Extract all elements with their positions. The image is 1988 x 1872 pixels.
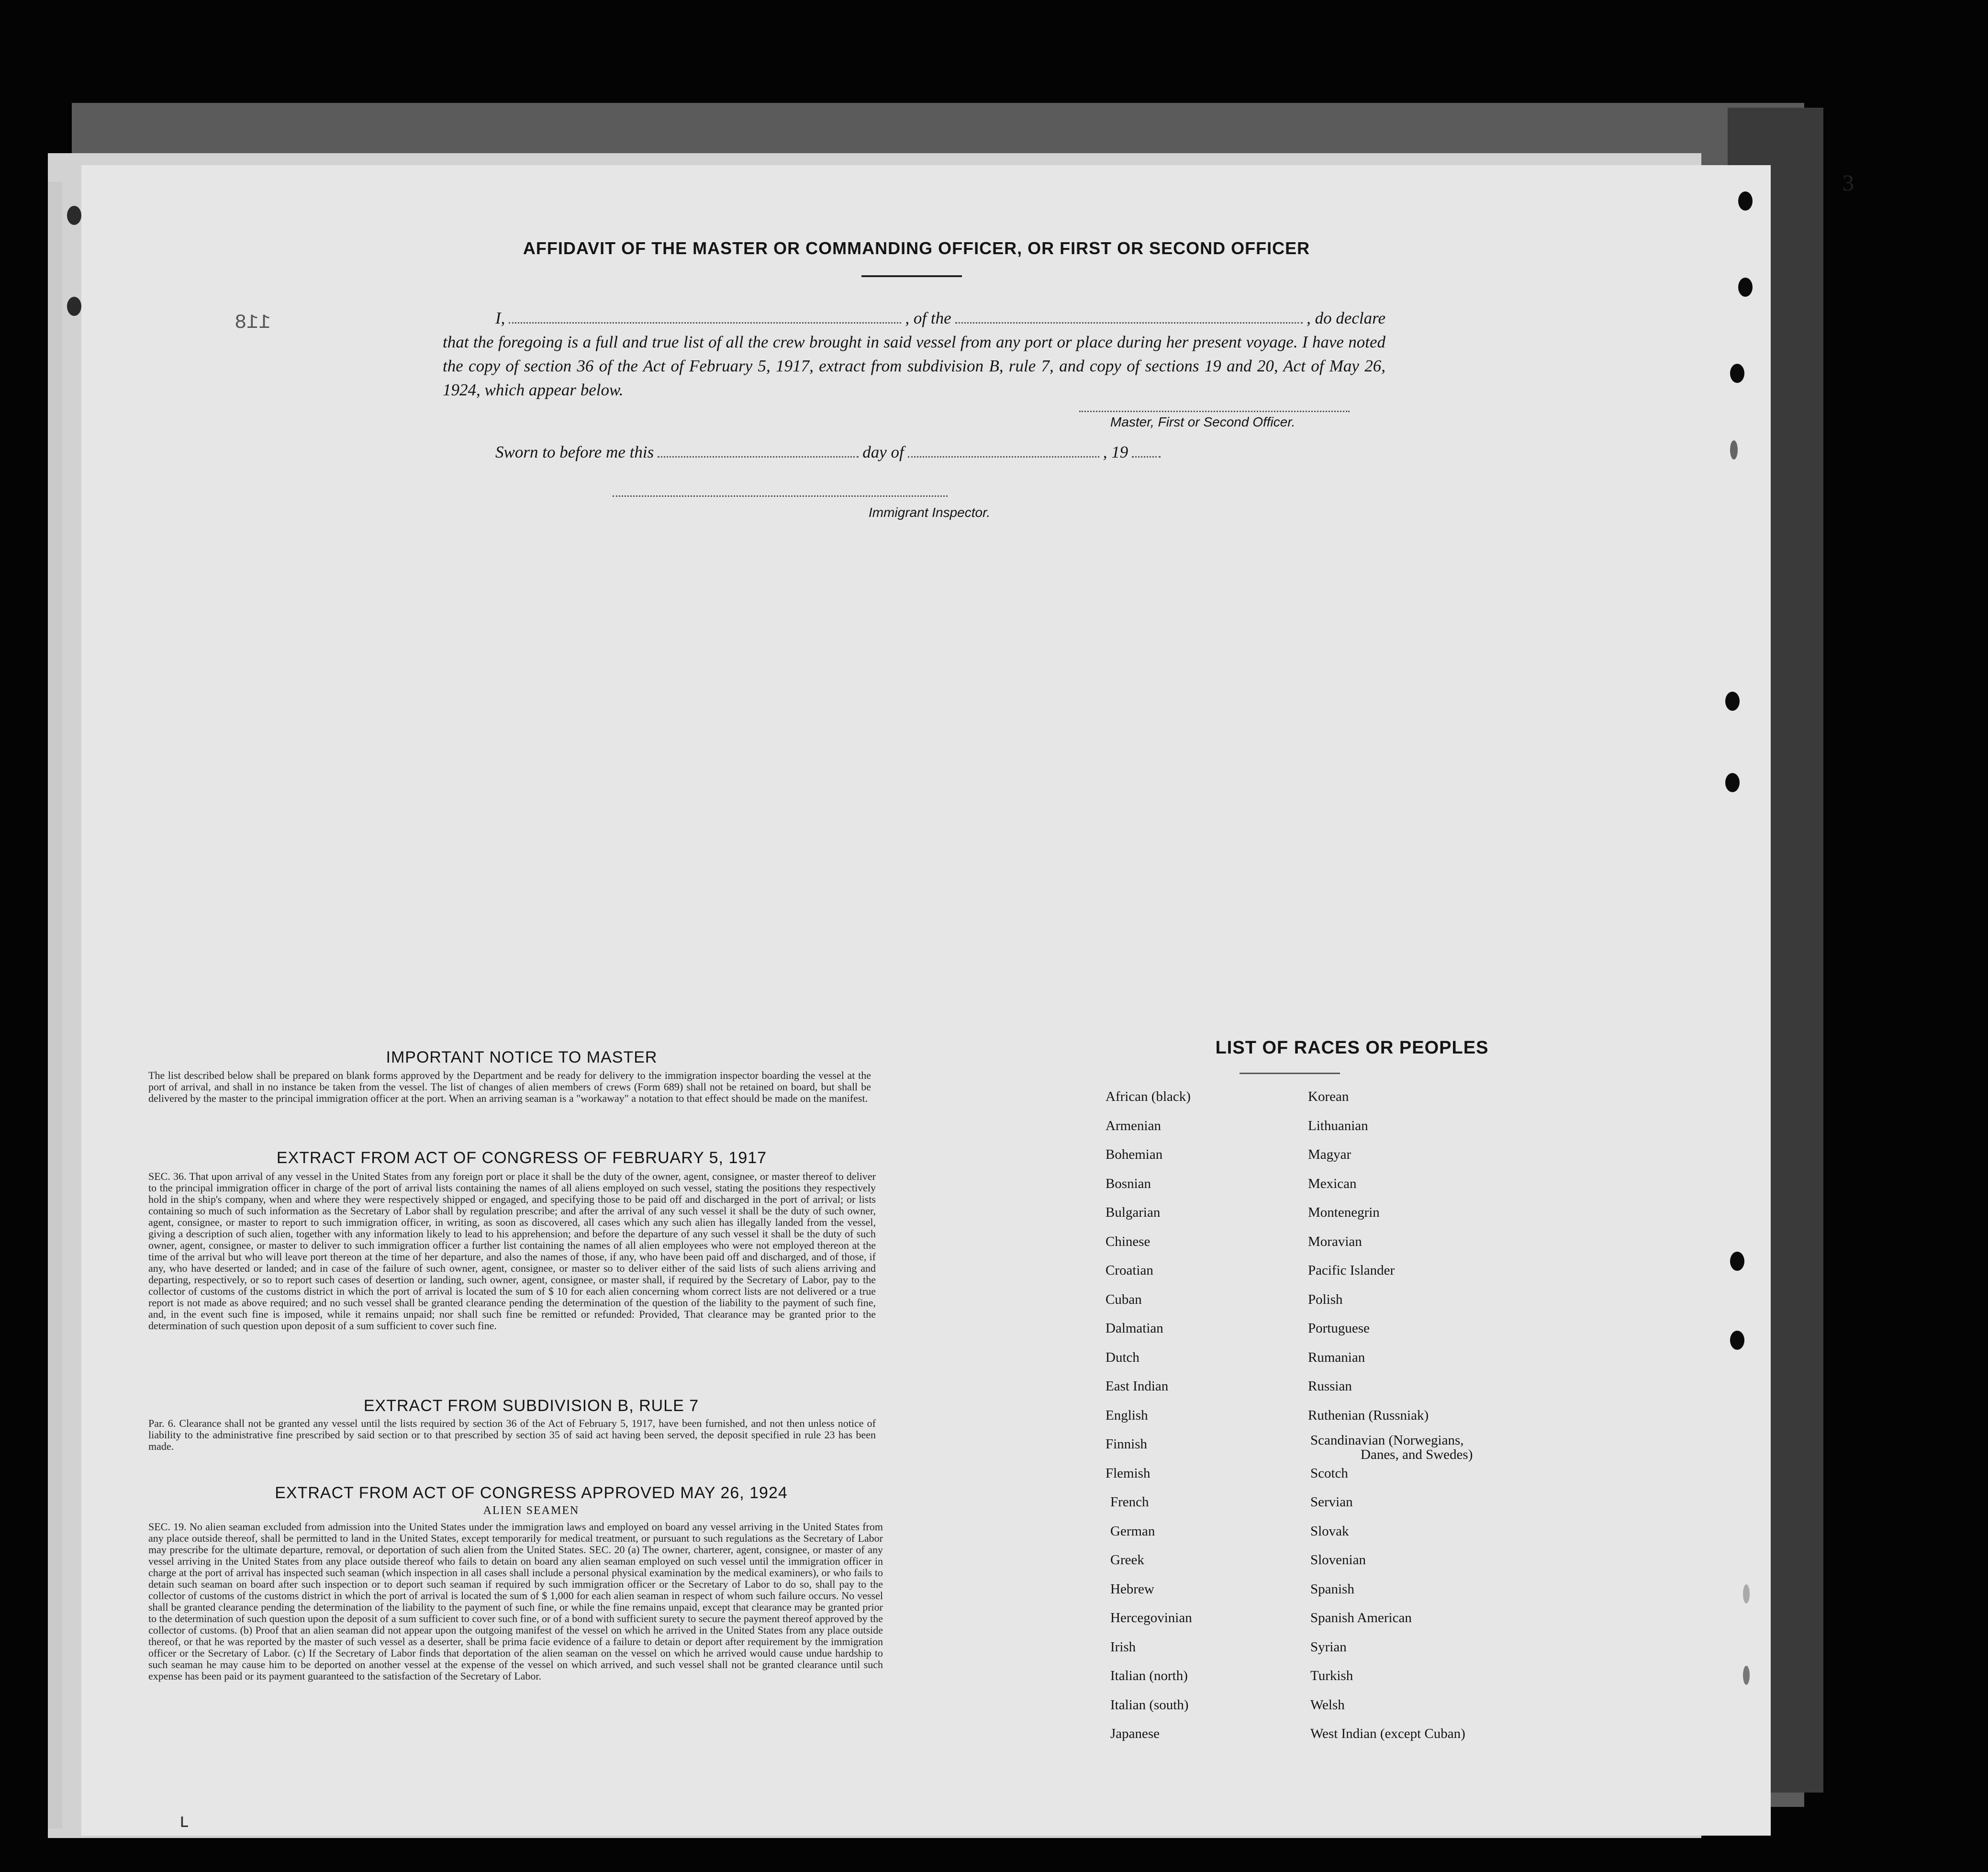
punch-hole [1738,278,1753,297]
punch-hole [1738,191,1753,211]
race-item: Flemish [1106,1465,1150,1481]
races-list-title: LIST OF RACES OR PEOPLES [1215,1038,1489,1058]
race-item: Russian [1308,1379,1352,1394]
sworn-label: Sworn to before me this [495,443,654,461]
extract-1917-title: EXTRACT FROM ACT OF CONGRESS OF FEBRUARY 5, 1917 [276,1149,767,1167]
vessel-name-blank [955,311,1303,324]
punch-hole [1730,440,1738,460]
affidavit-title: AFFIDAVIT OF THE MASTER OR COMMANDING OFFICER, OR FIRST OR SECOND OFFICER [523,238,1310,258]
punch-hole [67,206,81,225]
race-item: Bosnian [1106,1176,1151,1191]
inspector-signature-caption: Immigrant Inspector. [869,505,991,520]
race-item: Korean [1308,1089,1349,1104]
margin-mark: ւ [179,1810,188,1831]
punch-hole [1743,1584,1750,1603]
race-item: Rumanian [1308,1349,1365,1365]
race-item: Lithuanian [1308,1118,1368,1133]
race-item: Ruthenian (Russniak) [1308,1407,1429,1423]
race-item: Italian (south) [1110,1697,1189,1713]
officer-signature-caption: Master, First or Second Officer. [1110,415,1296,429]
race-item: Scandinavian (Norwegians, [1310,1433,1464,1448]
race-item: French [1110,1494,1149,1510]
notice-text: The list described below shall be prepared on blank forms approved by the Department and be ready for delivery to the immigration inspector boarding the vessel at the port of arrival, and shall in no instance be taken from the vessel. The list of changes of alien members of crews (Form 689) shall not be retained on board, but shall be delivered by the master to the principal immigration officer at the port. When an arriving seaman is a "workaway" a notation to that effect should be made on the manifest. [148,1069,871,1104]
year-label: , 19 [1103,443,1128,461]
race-item: Polish [1308,1291,1343,1307]
race-item: Irish [1110,1639,1136,1655]
notice-title: IMPORTANT NOTICE TO MASTER [386,1048,658,1066]
punch-hole [67,297,81,316]
sworn-month-blank [908,445,1099,458]
race-item: Slovak [1310,1523,1349,1539]
race-item: Finnish [1106,1436,1148,1452]
title-underline [861,275,962,277]
race-item: Armenian [1106,1118,1161,1133]
race-item: East Indian [1106,1379,1169,1394]
race-item: Scotch [1310,1465,1348,1481]
page-number-mark: 3 [1843,170,1854,196]
race-item: Portuguese [1308,1321,1370,1336]
race-item: African (black) [1106,1089,1191,1104]
race-item: Hercegovinian [1110,1610,1192,1625]
race-item: Spanish [1310,1581,1354,1597]
officer-signature-line [1079,411,1350,412]
race-item-continuation: Danes, and Swedes) [1361,1447,1473,1462]
stamped-number: 118 [235,311,271,334]
race-item: Greek [1110,1552,1144,1568]
races-title-underline [1240,1073,1340,1074]
race-item: Italian (north) [1110,1668,1188,1683]
race-item: Dalmatian [1106,1321,1163,1336]
race-item: Mexican [1308,1176,1357,1191]
race-item: Montenegrin [1308,1205,1380,1220]
race-item: Bulgarian [1106,1205,1161,1220]
declaration-text: that the foregoing is a full and true list of all the crew brought in said vessel from any port or place during her present voyage. I have noted the copy of section 36 of the Act of February 5, 1917, extract from subdivision B, rule 7, and copy of sections 19 and 20, Act of May 26, 1924, which appear below. [443,333,1385,399]
sworn-line [495,443,1194,462]
race-item: Moravian [1308,1233,1362,1249]
day-of-label: day of [862,443,904,461]
race-item: Cuban [1106,1291,1142,1307]
rule7-title: EXTRACT FROM SUBDIVISION B, RULE 7 [363,1397,699,1415]
race-item: Servian [1310,1494,1353,1510]
punch-hole [1725,692,1740,711]
race-item: Turkish [1310,1668,1353,1683]
sworn-day-blank [658,445,859,458]
race-item: Slovenian [1310,1552,1366,1568]
inspector-signature-line [613,495,948,497]
sheet-left-edge [48,182,62,1828]
declare-text: , do declare [1307,309,1385,327]
punch-hole [1725,773,1740,792]
extract-1924-title: EXTRACT FROM ACT OF CONGRESS APPROVED MAY 26, 1924 [275,1484,788,1502]
declarant-name-blank [509,311,901,324]
sworn-year-blank [1132,445,1161,458]
rule7-text: Par. 6. Clearance shall not be granted any vessel until the lists required by section 36 of the Act of February 5, 1917, have been furnished, and not then unless notice of liability to the administrative fine prescribed by said section or to that prescribed by section 35 of said act having been served, the deposit specified in rule 23 has been made. [148,1417,876,1452]
race-item: Dutch [1106,1349,1139,1365]
extract-1924-text: SEC. 19. No alien seaman excluded from admission into the United States under the immigration laws and employed on board any vessel arriving in the United States from any place outside thereof, shall be permitted to land in the United States, except temporarily for medical treatment, or pursuant to such regulations as the Secretary of Labor may prescribe for the ultimate departure, removal, or deportation of such alien from the United States. SEC. 20 (a) The owner, charterer, agent, consignee, or master of any vessel arriving in the United States from any place outside thereof who fails to detain on board any alien seaman employed on such vessel until the immigration officer in charge at the port of arrival has inspected such seaman (which inspection in all cases shall include a personal physical examination by the medical examiners), or who fails to detain such seaman on board after such inspection or to deport such seaman if required by such immigration officer or the Secretary of Labor to do so, shall pay to the collector of customs of the customs district in which the port of arrival is located the sum of $ 1,000 for each alien seaman in respect of whom such failure occurs. No vessel shall be granted clearance pending the determination of the liability to the payment of such fine, or while the fine remains unpaid, except that clearance may be granted prior to the determination of such question upon the deposit of a sum sufficient to cover such fine, or of a bond with sufficient surety to secure the payment thereof approved by the collector of customs. (b) Proof that an alien seaman did not appear upon the outgoing manifest of the vessel on which he arrived in the United States from any place outside thereof, or that he was reported by the master of such vessel as a deserter, shall be prima facie evidence of a failure to detain or deport after requirement by the immigration officer or the Secretary of Labor. (c) If the Secretary of Labor finds that deportation of the alien seaman on the vessel on which he arrived would cause undue hardship to such seaman he may cause him to be deported on another vessel at the expense of the vessel on which arrived, and such vessel shall not be granted clearance until such expense has been paid or its payment guaranteed to the satisfaction of the Secretary of Labor. [148,1521,883,1682]
race-item: English [1106,1407,1148,1423]
race-item: Bohemian [1106,1147,1163,1162]
race-item: Croatian [1106,1263,1153,1278]
punch-hole [1730,1331,1744,1350]
race-item: Chinese [1106,1233,1150,1249]
race-item: German [1110,1523,1155,1539]
race-item: Welsh [1310,1697,1345,1713]
punch-hole [1730,364,1744,383]
punch-hole [1730,1252,1744,1271]
punch-hole [1743,1666,1750,1685]
race-item: Magyar [1308,1147,1351,1162]
race-item: Spanish American [1310,1610,1412,1625]
race-item: Syrian [1310,1639,1347,1655]
declaration-line [443,306,1385,330]
race-item: Pacific Islander [1308,1263,1395,1278]
alien-seamen-subtitle: ALIEN SEAMEN [483,1504,580,1517]
race-item: Hebrew [1110,1581,1154,1597]
vessel-label: , of the [905,309,951,327]
declarant-label: I, [495,309,505,327]
affidavit-body [443,306,1385,402]
extract-1917-text: SEC. 36. That upon arrival of any vessel in the United States from any foreign port or place it shall be the duty of the owner, agent, consignee, or master thereof to deliver to the principal immigration officer in charge of the port of arrival lists containing the names of all aliens employed on such vessel, stating the positions they respectively hold in the ship's company, when and where they were respectively shipped or engaged, and specifying those to be paid off and discharged in the port of arrival; or lists containing so much of such information as the Secretary of Labor shall by regulation prescribe; and after the arrival of any such vessel it shall be the duty of such owner, agent, consignee, or master to report to such immigration officer, in writing, as soon as discovered, all cases which any such alien has illegally landed from the vessel, giving a description of such alien, together with any information likely to lead to his apprehension; and before the departure of any such vessel it shall be the duty of such owner, agent, consignee, or master to deliver to such immigration officer a further list containing the names of all alien employees who were not employed thereon at the time of the arrival but who will leave port thereon at the time of her departure, and also the names of those, if any, who have been paid off and discharged, and of those, if any, who have deserted or landed; and in case of the failure of such owner, agent, consignee, or master so to deliver either of the said lists of such aliens arriving and departing, respectively, or so to report such cases of desertion or landing, such owner, agent, consignee, or master shall, if required by the Secretary of Labor, pay to the collector of customs of the customs district in which the port of arrival is located the sum of $ 10 for each alien concerning whom correct lists are not delivered or a true report is not made as above required; and no such vessel shall be granted clearance pending the determination of the question of the liability to the payment of such fine, and, in the event such fine is imposed, while it remains unpaid; nor shall such fine be remitted or refunded: Provided, That clearance may be granted prior to the determination of such question upon deposit of a sum sufficient to cover such fine. [148,1170,876,1332]
race-item: Japanese [1110,1726,1160,1741]
race-item: West Indian (except Cuban) [1310,1726,1465,1741]
